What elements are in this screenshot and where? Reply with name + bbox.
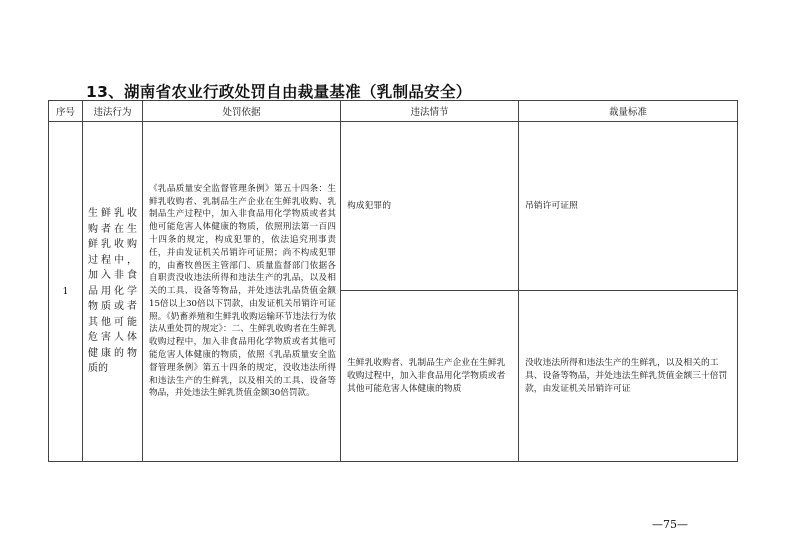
standard-cell: 吊销许可证照	[519, 122, 738, 291]
header-standard: 裁量标准	[519, 101, 738, 122]
circumstance-cell: 生鲜乳收购者、乳制品生产企业在生鲜乳收购过程中，加入非食品用化学物质或者其他可能危害人体健康的物质	[341, 291, 519, 462]
header-index: 序号	[49, 101, 83, 122]
header-violation: 违法行为	[83, 101, 143, 122]
standard-cell: 没收违法所得和违法生产的生鲜乳，以及相关的工具、设备等物品，并处违法生鲜乳货值金额三十倍罚款，由发证机关吊销许可证	[519, 291, 738, 462]
violation-cell: 生鲜乳收购者在生鲜乳收购过程中，加入非食品用化学物质或者其他可能危害人体健康的物质的	[83, 122, 143, 462]
row-index: 1	[49, 122, 83, 462]
circumstance-cell: 构成犯罪的	[341, 122, 519, 291]
table-header-row	[49, 101, 738, 122]
header-basis: 处罚依据	[143, 101, 341, 122]
document-title: 13、湖南省农业行政处罚自由裁量基准（乳制品安全）	[86, 83, 472, 101]
penalty-standard-table	[48, 100, 738, 462]
header-circumstances: 违法情节	[341, 101, 519, 122]
table-row	[49, 122, 738, 291]
page-number: —75—	[652, 518, 688, 531]
basis-cell: 《乳品质量安全监督管理条例》第五十四条：生鲜乳收购者、乳制品生产企业在生鲜乳收购、乳制品生产过程中，加入非食品用化学物质或者其他可能危害人体健康的物质，依照刑法第一百四十四条的规定，构成犯罪的，依法追究刑事责任，并由发证机关吊销许可证照；尚不构成犯罪的，由畜牧兽医主管部门、质量监督部门依据各自职责没收违法所得和违法生产的乳品，以及相关的工具、设备等物品，并处违法乳品货值金额15倍以上30倍以下罚款，由发证机关吊销许可证照。《奶畜养殖和生鲜乳收购运输环节违法行为依法从重处罚的规定》：二、生鲜乳收购者在生鲜乳收购过程中，加入非食品用化学物质或者其他可能危害人体健康的物质，依照《乳品质量安全监督管理条例》第五十四条的规定，没收违法所得和违法生产的生鲜乳，以及相关的工具、设备等物品，并处违法生鲜乳货值金额30倍罚款。	[143, 122, 341, 462]
